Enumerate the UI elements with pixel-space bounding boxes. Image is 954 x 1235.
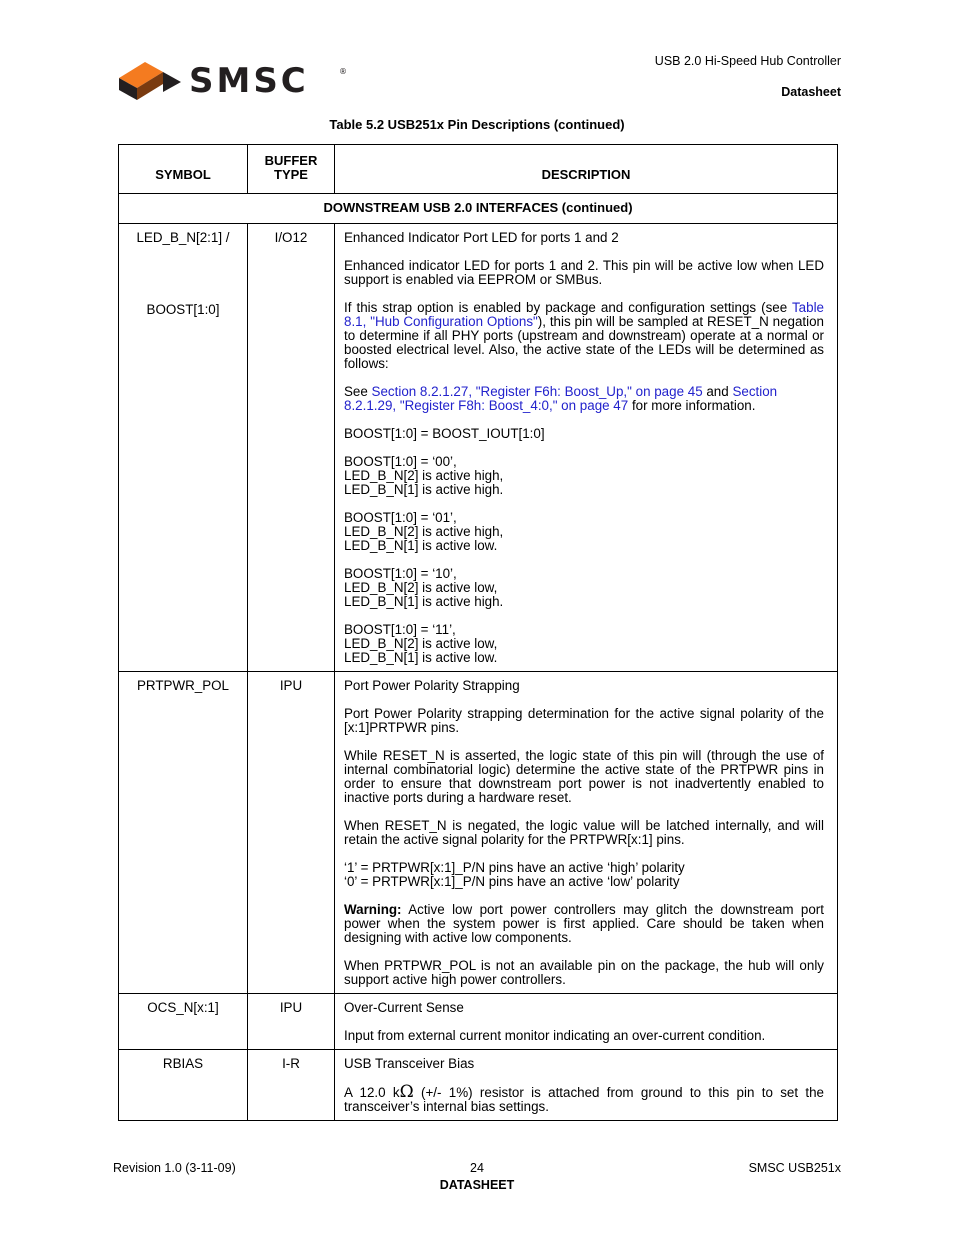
- table-header-row: [119, 145, 838, 194]
- registered-mark: ®: [339, 67, 347, 76]
- pin-descriptions-table: [118, 144, 838, 1121]
- description-cell: Enhanced Indicator Port LED for ports 1 and 2 Enhanced indicator LED for ports 1 and 2. This pin will be active low when LED support is enabled via EEPROM or SMBus. If this strap option is enabled by package and configuration settings (see Table 8.1, "Hub Configuration Options"), this pin will be sampled at RESET_N negation to determine if all PHY ports (upstream and downstream) operate at a normal or boosted electrical level. Also, the active state of the LEDs will be determined as follows: See Section 8.2.1.27, "Register F6h: Boost_Up," on page 45 and Section 8.2.1.29, "Register F8h: Boost_4:0," on page 47 for more information. BOOST[1:0] = BOOST_IOUT[1:0] BOOST[1:0] = ‘00’, LED_B_N[2] is active high, LED_B_N[1] is active high. BOOST[1:0] = ‘01’, LED_B_N[2] is active high, LED_B_N[1] is active low. BOOST[1:0] = ‘10’, LED_B_N[2] is active low, LED_B_N[1] is active high. BOOST[1:0] = ‘11’, LED_B_N[2] is active low, LED_B_N[1] is active low.: [335, 224, 838, 672]
- table-row: [119, 672, 838, 994]
- symbol-cell: OCS_N[x:1]: [119, 994, 248, 1050]
- ohm-symbol: Ω: [399, 1082, 414, 1102]
- buffer-type-cell: IPU: [248, 994, 335, 1050]
- column-header-description: DESCRIPTION: [335, 145, 838, 194]
- description-cell: Port Power Polarity Strapping Port Power Polarity strapping determination for the active signal polarity of the [x:1]PRTPWR pins. While RESET_N is asserted, the logic state of this pin will (through the use of internal combinatorial logic) determine the active state of the PRTPWR pins in order to ensure that downstream port power is not inadvertently enabled to inactive ports during a hardware reset. When RESET_N is negated, the logic value will be latched internally, and will retain the active signal polarity for the PRTPWR[x:1] pins. ‘1’ = PRTPWR[x:1]_P/N pins have an active ‘high’ polarity ‘0’ = PRTPWR[x:1]_P/N pins have an active ‘low’ polarity Warning: Active low port power controllers may glitch the downstream port power when the system power is first applied. Care should be taken when designing with active low components. When PRTPWR_POL is not an available pin on the package, the hub will only support active high power controllers.: [335, 672, 838, 994]
- header-doc-kind: Datasheet: [781, 85, 841, 99]
- symbol-boost: BOOST[1:0]: [146, 302, 220, 317]
- warning-label: Warning:: [344, 902, 402, 917]
- smsc-logo-text: SMSC: [189, 61, 309, 101]
- footer-document-name: SMSC USB251x: [748, 1161, 841, 1175]
- buffer-type-cell: I/O12: [248, 224, 335, 672]
- table-row: [119, 224, 838, 672]
- smsc-logo: [117, 60, 357, 104]
- symbol-cell: RBIAS: [119, 1050, 248, 1121]
- footer-revision: Revision 1.0 (3-11-09): [113, 1161, 236, 1175]
- footer-page-number: 24: [470, 1161, 484, 1175]
- section-title: DOWNSTREAM USB 2.0 INTERFACES (continued): [119, 194, 838, 224]
- symbol-cell: [119, 224, 248, 672]
- header-product-title: USB 2.0 Hi-Speed Hub Controller: [654, 54, 841, 68]
- description-cell: USB Transceiver Bias A 12.0 kΩ (+/- 1%) resistor is attached from ground to this pin to set the transceiver’s internal bias settings.: [335, 1050, 838, 1121]
- buffer-type-cell: I-R: [248, 1050, 335, 1121]
- table-row: [119, 1050, 838, 1121]
- link-section-8-2-1-29[interactable]: Section 8.2.1.29, "Register F8h: Boost_4:0," on page 47: [344, 384, 778, 413]
- description-cell: Over-Current Sense Input from external current monitor indicating an over-current condition.: [335, 994, 838, 1050]
- smsc-logo-mark-icon: [119, 62, 181, 100]
- column-header-buffer-type: BUFFER TYPE: [248, 145, 335, 194]
- column-header-symbol: SYMBOL: [119, 145, 248, 194]
- footer-doc-kind: DATASHEET: [439, 1178, 515, 1192]
- buffer-type-cell: IPU: [248, 672, 335, 994]
- symbol-cell: PRTPWR_POL: [119, 672, 248, 994]
- section-row: [119, 194, 838, 224]
- table-row: [119, 994, 838, 1050]
- link-table-8-1[interactable]: Table 8.1, "Hub Configuration Options": [344, 300, 824, 329]
- table-caption: Table 5.2 USB251x Pin Descriptions (continued): [329, 117, 625, 132]
- symbol-led: LED_B_N[2:1] /: [136, 230, 230, 245]
- link-section-8-2-1-27[interactable]: Section 8.2.1.27, "Register F6h: Boost_Up," on page 45: [371, 384, 703, 399]
